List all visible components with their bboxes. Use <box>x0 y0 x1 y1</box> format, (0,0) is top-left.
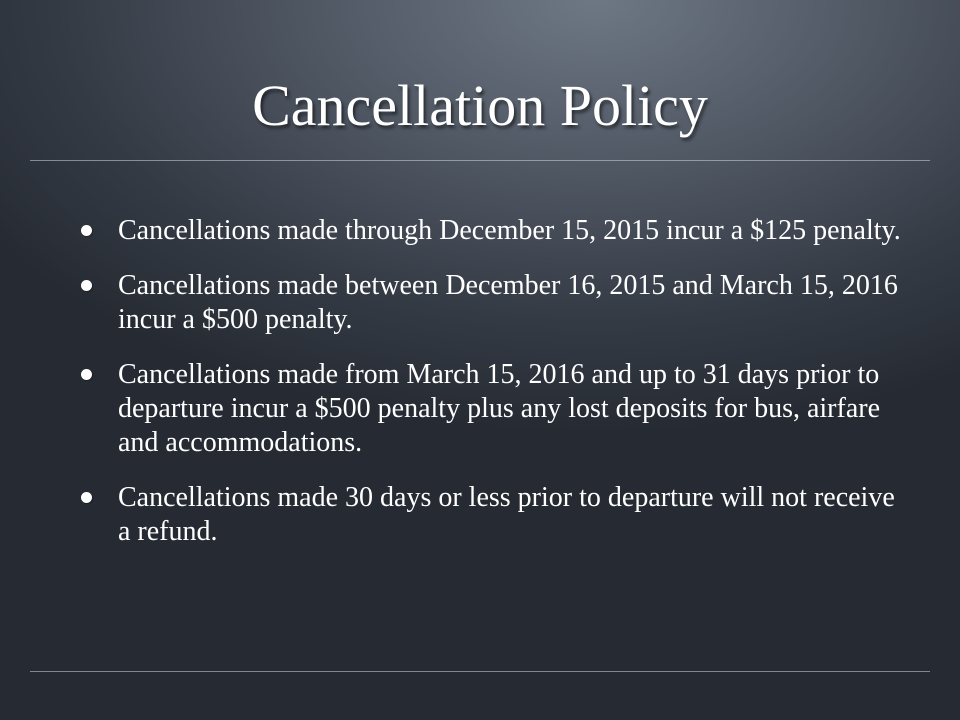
slide-title: Cancellation Policy <box>252 73 708 138</box>
bullet-text: Cancellations made from March 15, 2016 and up to 31 days prior to departure incur a $500 penalty plus any lost deposits for bus, airfare and accommodations. <box>118 359 881 458</box>
bullet-list <box>118 214 908 570</box>
bullet-icon <box>81 280 92 291</box>
bullet-item-4 <box>118 481 908 549</box>
bullet-icon <box>81 225 92 236</box>
bullet-item-1 <box>118 214 908 248</box>
bullet-item-2 <box>118 269 908 337</box>
bullet-item-3 <box>118 358 908 460</box>
title-divider <box>30 160 930 161</box>
bullet-text: Cancellations made 30 days or less prior to departure will not receive a refund. <box>118 482 895 547</box>
bullet-icon <box>81 369 92 380</box>
bullet-text: Cancellations made between December 16, 2015 and March 15, 2016 incur a $500 penalty. <box>118 270 898 335</box>
footer-divider <box>30 671 930 672</box>
bullet-icon <box>81 492 92 503</box>
bullet-text: Cancellations made through December 15, 2015 incur a $125 penalty. <box>118 215 901 246</box>
